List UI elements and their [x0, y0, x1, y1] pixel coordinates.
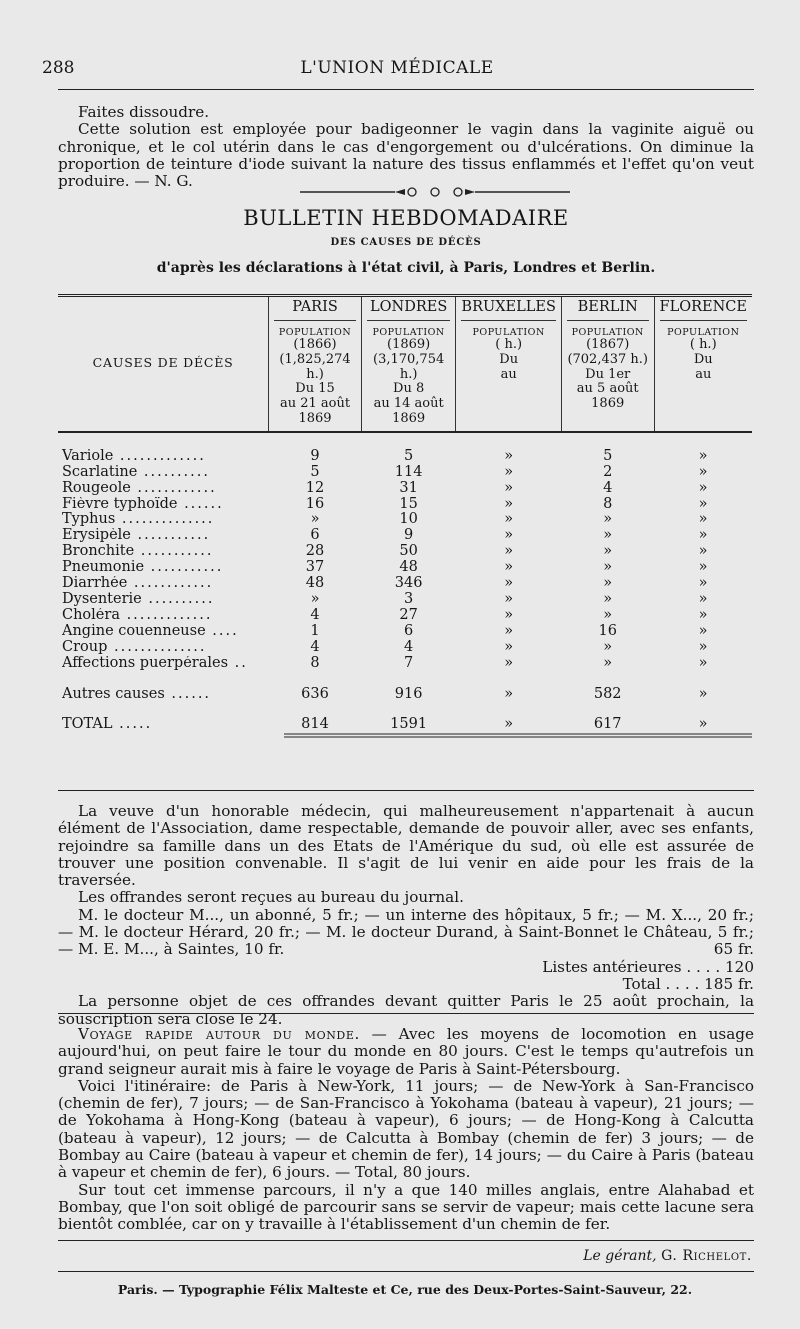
table-row [58, 624, 752, 640]
appeal-total-label: Total [622, 974, 661, 993]
value-cell: 8 [603, 495, 613, 512]
cause-label: Affections puerpérales [62, 655, 229, 671]
cause-cell [58, 671, 269, 703]
value-cell: 4 [310, 606, 320, 623]
value-cell: » [310, 511, 320, 528]
table-row [58, 560, 752, 576]
value-cell: 50 [399, 543, 418, 560]
city-header [456, 296, 561, 432]
intro-section [58, 104, 754, 190]
city-detail: Du 1er [585, 366, 631, 382]
city-name: LONDRES [367, 299, 451, 321]
table-row [58, 671, 752, 703]
table-row [58, 465, 752, 481]
cause-cell [58, 640, 269, 656]
cause-label: Pneumonie [62, 560, 145, 576]
table-row [58, 528, 752, 544]
value-cell: » [698, 716, 708, 733]
intro-paragraph: Cette solution est employée pour badigeonner le vagin dans la vaginite aiguë ou chronique, et le col utérin dans le cas d'engorgement ou d'ulcérations. On diminue la proportion de teinture d'iode suivant la nature des tissus enflammés et l'effet qu'on veut produire. — N. G. [58, 120, 754, 191]
leader-dots: ........... [144, 560, 224, 576]
cause-label: Erysipèle [62, 528, 131, 544]
voyage-intro: — Avec les moyens de locomotion en usage aujourd'hui, on peut faire le tour du monde en 80 jours. C'est le temps qu'autrefois un grand seigneur aurait mis à faire le voyage de Paris à Saint-Pétersbourg. [58, 1025, 754, 1078]
table-row [58, 497, 752, 513]
causes-header: CAUSES DE DÉCÈS [92, 355, 234, 371]
cause-cell [58, 465, 269, 481]
footer-rule [58, 1240, 754, 1241]
value-cell: » [504, 447, 514, 464]
printer-imprint: Paris. — Typographie Félix Malteste et Ce, rue des Deux-Portes-Saint-Sauveur, 22. [117, 1282, 693, 1297]
value-cell: » [603, 511, 613, 528]
value-cell: » [603, 543, 613, 560]
leader-dots: .......... [137, 464, 210, 480]
value-cell: » [504, 686, 514, 703]
value-cell: 5 [310, 463, 320, 480]
leader-dots: ..... [112, 716, 153, 733]
value-cell: » [698, 495, 708, 512]
value-cell: 7 [404, 654, 414, 671]
value-cell: » [504, 527, 514, 544]
voyage-section [58, 1026, 754, 1234]
value-cell: 6 [404, 622, 414, 639]
city-detail: Du [499, 351, 519, 367]
appeal-total-amount: 185 fr. [704, 974, 754, 993]
value-cell: 9 [404, 527, 414, 544]
value-cell: 1 [310, 622, 320, 639]
city-header [561, 296, 654, 432]
value-cell: 814 [301, 716, 329, 733]
value-cell: 114 [394, 463, 423, 480]
cause-label: Croup [62, 639, 108, 655]
population-label: POPULATION [667, 327, 740, 338]
table-row [58, 576, 752, 592]
city-name: BERLIN [567, 299, 649, 321]
value-cell: 10 [399, 511, 418, 528]
population-label: POPULATION [372, 327, 445, 338]
value-cell: 4 [310, 638, 320, 655]
population-label: POPULATION [472, 327, 545, 338]
city-name: FLORENCE [660, 299, 747, 321]
city-name: BRUXELLES [461, 299, 555, 321]
value-cell: » [504, 654, 514, 671]
city-detail: Du 8 [393, 381, 425, 397]
value-cell: » [504, 716, 514, 733]
cause-label: Diarrhée [62, 576, 128, 592]
city-header [654, 296, 752, 432]
value-cell: » [698, 447, 708, 464]
mortality-table [58, 294, 752, 733]
leader-dots: .............. [107, 639, 207, 655]
city-detail: (1,825,274 h.) [279, 351, 351, 382]
value-cell: » [698, 479, 708, 496]
value-cell: » [603, 559, 613, 576]
value-cell: » [504, 463, 514, 480]
value-cell: » [504, 606, 514, 623]
value-cell: 582 [593, 686, 622, 703]
value-cell: » [603, 654, 613, 671]
running-header [42, 58, 752, 84]
value-cell: » [698, 590, 708, 607]
city-header [361, 296, 456, 432]
city-detail: Du 15 [295, 381, 335, 397]
table-row [58, 592, 752, 608]
cause-cell [58, 544, 269, 560]
city-detail: Du [693, 351, 713, 367]
cause-label: Dysenterie [62, 591, 142, 607]
value-cell: » [698, 575, 708, 592]
city-header [269, 296, 362, 432]
voyage-paragraph-2: Voici l'itinéraire: de Paris à New-York, 11 jours; — de New-York à San-Francisco (chemin de fer), 7 jours; — de San-Francisco à Yokohama (bateau à vapeur), 21 jours; — de Yokohama à Hong-Kong (bateau à vapeur), 6 jours; — de Hong-Kong à Calcutta (bateau à vapeur), 12 jours; — de Calcutta à Bombay (chemin de fer) 3 jours; — de Bombay au Caire (bateau à vapeur et chemin de fer), 14 jours; — du Caire à Paris (bateau à vapeur et chemin de fer), 6 jours. — Total, 80 jours. [58, 1076, 754, 1182]
cause-cell [58, 576, 269, 592]
intro-line: Faites dissoudre. [78, 103, 210, 121]
appeal-paragraph-4: La personne objet de ces offrandes devant quitter Paris le 25 août prochain, la souscription sera close le 24. [58, 992, 754, 1028]
table-row [58, 481, 752, 497]
value-cell: 9 [310, 447, 320, 464]
bulletin-subtitle: DES CAUSES DE DÉCÈS [330, 237, 482, 248]
table-row [58, 544, 752, 560]
value-cell: » [698, 463, 708, 480]
value-cell: 916 [394, 686, 423, 703]
leader-dots: ........... [134, 544, 214, 560]
value-cell: 3 [404, 590, 414, 607]
value-cell: » [698, 606, 708, 623]
value-cell: 27 [399, 606, 418, 623]
leader-dots: ...... [164, 686, 212, 703]
table-header-row [58, 296, 752, 432]
city-name: PARIS [274, 299, 356, 321]
value-cell: » [603, 606, 613, 623]
leader-dots: .. [228, 655, 248, 671]
appeal-section [58, 803, 754, 1028]
journal-title: L'UNION MÉDICALE [300, 58, 494, 78]
city-detail: au 14 août [373, 396, 444, 412]
leader-dots: ............. [119, 607, 213, 623]
value-cell: 5 [603, 447, 613, 464]
leader-dots: ............. [113, 447, 206, 464]
leader-dots: ............ [130, 480, 217, 496]
city-detail: au [500, 366, 517, 382]
value-cell: » [504, 559, 514, 576]
value-cell: 37 [305, 559, 325, 576]
cause-cell [58, 592, 269, 608]
cause-label: TOTAL [62, 716, 113, 733]
cause-cell [58, 560, 269, 576]
city-detail: 1869 [392, 410, 426, 426]
value-cell: 31 [399, 479, 418, 496]
leader-dots: ...... [177, 496, 224, 512]
city-detail: au [695, 366, 712, 382]
value-cell: » [504, 511, 514, 528]
value-cell: » [698, 511, 708, 528]
cause-cell [58, 608, 269, 624]
cause-cell [58, 528, 269, 544]
table-row [58, 512, 752, 528]
table-row [58, 703, 752, 733]
appeal-donors-amount: 65 fr. [713, 940, 754, 959]
cause-cell [58, 703, 269, 733]
cause-label: Variole [62, 447, 114, 464]
cause-label: Choléra [62, 607, 120, 623]
appeal-paragraph-1: La veuve d'un honorable médecin, qui malheureusement n'appartenait à aucun élément de l'Association, dame respectable, demande de pouvoir aller, avec ses enfants, rejoindre sa famille dans un des Etats de l'Amérique du sud, où elle est assurée de trouver une position convenable. Il s'agit de lui venir en aide pour les frais de la traversée. [58, 802, 754, 890]
value-cell: 2 [603, 463, 613, 480]
value-cell: 6 [310, 527, 320, 544]
value-cell: 15 [399, 495, 418, 512]
gerant-signature [58, 1248, 752, 1264]
value-cell: 28 [305, 543, 325, 560]
ornament-divider [300, 186, 570, 198]
city-detail: ( h.) [495, 337, 523, 352]
cause-label: Typhus [62, 512, 116, 528]
total-rule [284, 733, 752, 739]
value-cell: 4 [603, 479, 613, 496]
cause-label: Scarlatine [62, 464, 138, 480]
value-cell: » [504, 622, 514, 639]
leader-dots: .......... [141, 591, 215, 607]
value-cell: » [698, 543, 708, 560]
value-cell: » [504, 590, 514, 607]
table-row [58, 432, 752, 465]
bulletin-subtitle-2: d'après les déclarations à l'état civil, à Paris, Londres et Berlin. [156, 260, 656, 276]
value-cell: 48 [305, 575, 325, 592]
value-cell: » [698, 638, 708, 655]
table-bottom-rule [58, 790, 754, 791]
voyage-paragraph-1 [58, 1026, 754, 1078]
value-cell: » [698, 559, 708, 576]
value-cell: » [698, 622, 708, 639]
cause-label: Bronchite [62, 544, 135, 560]
table-row [58, 656, 752, 672]
value-cell: » [698, 527, 708, 544]
value-cell: » [504, 543, 514, 560]
appeal-prior-amount: 120 [725, 957, 754, 976]
table-row [58, 608, 752, 624]
city-detail: (3,170,754 h.) [373, 351, 445, 382]
value-cell: » [310, 590, 320, 607]
appeal-paragraph-2: Les offrandes seront reçues au bureau du journal. [78, 888, 464, 907]
leader-dots: ............ [127, 576, 214, 592]
city-detail: (1869) [387, 337, 431, 352]
value-cell: 5 [404, 447, 414, 464]
leader-dots: .... [205, 623, 239, 639]
value-cell: 16 [305, 495, 325, 512]
appeal-donors [58, 907, 754, 959]
footer-rule-2 [58, 1271, 754, 1272]
value-cell: » [504, 575, 514, 592]
value-cell: » [603, 575, 613, 592]
cause-cell [58, 512, 269, 528]
voyage-heading: Voyage rapide autour du monde. [78, 1025, 360, 1043]
city-detail: 1869 [591, 396, 625, 412]
appeal-donors-text: M. le docteur M..., un abonné, 5 fr.; — un interne des hôpitaux, 5 fr.; — M. X..., 20 fr.; — M. le docteur Hérard, 20 fr.; — M. le docteur Durand, à Saint-Bonnet le Château, 5 fr.; — M. E. M..., à Saintes, 10 fr. [58, 905, 754, 959]
city-detail: ( h.) [689, 337, 717, 352]
cause-label: Rougeole [62, 480, 131, 496]
cause-cell [58, 481, 269, 497]
city-detail: (1867) [586, 337, 630, 352]
city-detail: 1869 [298, 410, 332, 426]
cause-cell [58, 432, 269, 465]
cause-cell [58, 624, 269, 640]
appeal-total: Total . . . . 185 fr. [622, 974, 754, 993]
value-cell: 16 [598, 622, 617, 639]
value-cell: » [603, 527, 613, 544]
cause-label: Fièvre typhoïde [62, 496, 178, 512]
value-cell: » [603, 638, 613, 655]
leader-dots: ........... [130, 528, 211, 544]
value-cell: » [504, 638, 514, 655]
header-rule [58, 89, 754, 90]
cause-cell [58, 656, 269, 672]
value-cell: » [504, 495, 514, 512]
population-label: POPULATION [571, 327, 644, 338]
section-rule [58, 1013, 754, 1014]
table-body [58, 432, 752, 734]
appeal-prior-label: Listes antérieures [542, 957, 682, 976]
value-cell: 48 [399, 559, 418, 576]
city-detail: au 21 août [279, 396, 351, 412]
gerant-label: Le gérant, [583, 1248, 657, 1264]
gerant-name: G. Richelot. [661, 1248, 752, 1264]
value-cell: 346 [394, 575, 423, 592]
cause-label: Autres causes [62, 686, 165, 703]
value-cell: » [698, 654, 708, 671]
value-cell: » [603, 590, 613, 607]
city-detail: (702,437 h.) [567, 351, 648, 367]
cause-label: Angine couenneuse [62, 623, 206, 639]
voyage-paragraph-3: Sur tout cet immense parcours, il n'y a que 140 milles anglais, entre Alahabad et Bombay, que l'on soit obligé de parcourir sans se servir de vapeur; mais cette lacune sera bientôt comblée, car on y travaille à l'établissement d'un chemin de fer. [58, 1180, 754, 1234]
value-cell: » [504, 479, 514, 496]
value-cell: 636 [301, 686, 329, 703]
leader-dots: .............. [115, 512, 215, 528]
city-detail: au 5 août [576, 381, 639, 397]
value-cell: 4 [404, 638, 414, 655]
value-cell: 8 [310, 654, 320, 671]
bulletin-title: BULLETIN HEBDOMADAIRE [243, 206, 569, 230]
value-cell: 1591 [390, 716, 428, 733]
population-label: POPULATION [278, 327, 352, 338]
city-detail: (1866) [293, 337, 337, 352]
cause-cell [58, 497, 269, 513]
appeal-prior: Listes antérieures . . . . 120 [542, 957, 754, 976]
table-row [58, 640, 752, 656]
value-cell: 617 [593, 716, 622, 733]
value-cell: » [698, 686, 708, 703]
value-cell: 12 [305, 479, 325, 496]
page-number: 288 [42, 58, 75, 78]
